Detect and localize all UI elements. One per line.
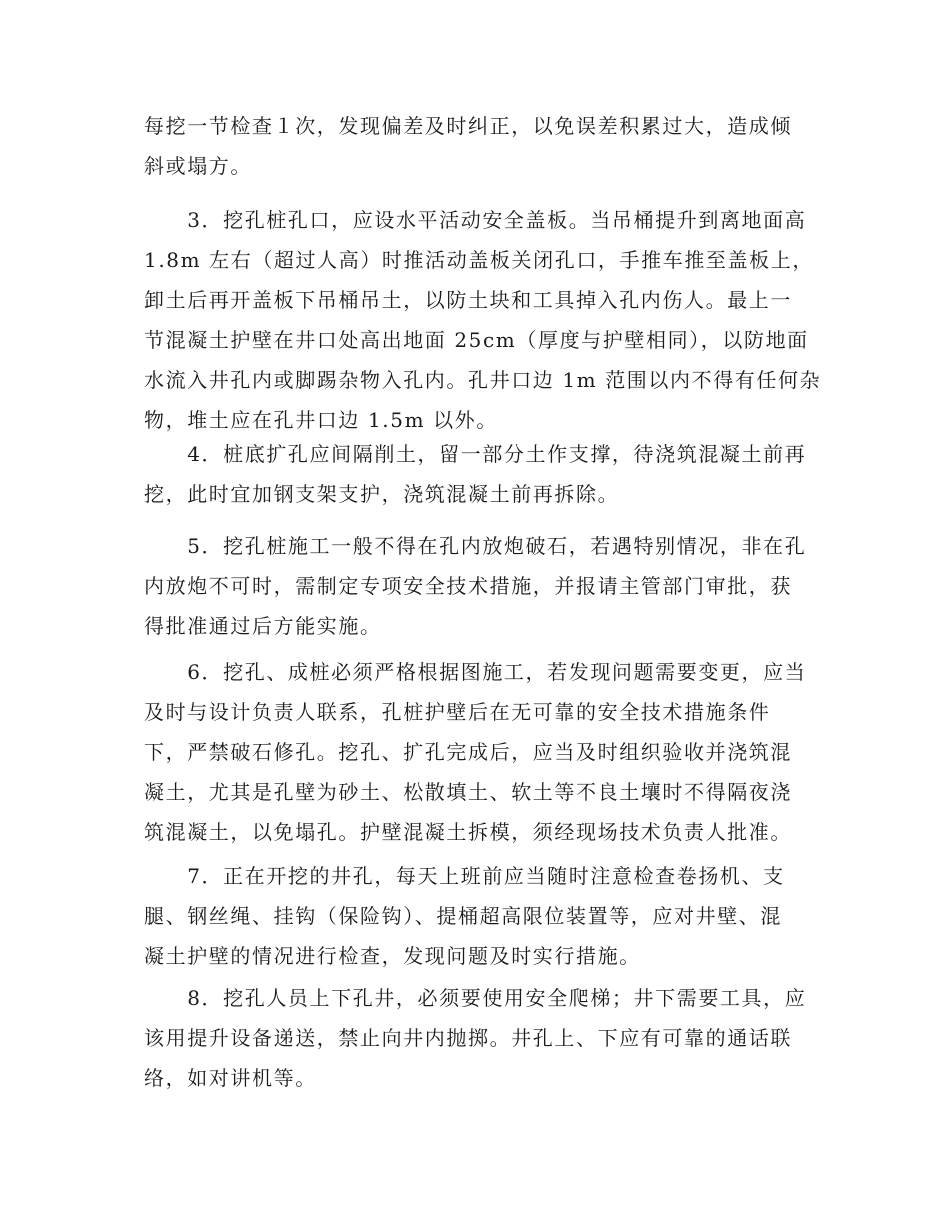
text-line: 4．桩底扩孔应间隔削土，留一部分土作支撑，待浇筑混凝土前再: [144, 442, 807, 466]
text-line: 节混凝土护壁在井口处高出地面 25cm（厚度与护壁相同），以防地面: [144, 328, 809, 352]
text-line: 1.8m 左右（超过人高）时推活动盖板关闭孔口，手推车推至盖板上，: [144, 248, 814, 272]
text-line: 水流入井孔内或脚踢杂物入孔内。孔井口边 1m 范围以内不得有任何杂: [144, 368, 822, 392]
text-line: 6．挖孔、成桩必须严格根据图施工，若发现问题需要变更，应当: [144, 660, 807, 684]
text-line: 及时与设计负责人联系，孔桩护壁后在无可靠的安全技术措施条件: [144, 700, 771, 724]
text-line: 腿、钢丝绳、挂钩（保险钩）、提桶超高限位装置等，应对井壁、混: [144, 904, 782, 928]
text-line: 卸土后再开盖板下吊桶吊土，以防土块和工具掉入孔内伤人。最上一: [144, 288, 792, 312]
text-line: 7．正在开挖的井孔，每天上班前应当随时注意检查卷扬机、支: [144, 864, 785, 888]
paragraph-item-4: [144, 434, 806, 514]
text-line: 下，严禁破石修孔。挖孔、扩孔完成后，应当及时组织验收并浇筑混: [144, 740, 792, 764]
paragraph-item-3: [144, 200, 821, 440]
text-line: 5．挖孔桩施工一般不得在孔内放炮破石，若遇特别情况，非在孔: [144, 534, 807, 558]
text-line: 物，堆土应在孔井口边 1.5m 以外。: [144, 408, 498, 432]
text-line: 斜或塌方。: [144, 154, 252, 178]
paragraph-item-7: [144, 856, 785, 976]
text-line: 络，如对讲机等。: [144, 1066, 317, 1090]
text-line: 该用提升设备递送，禁止向井内抛掷。井孔上、下应有可靠的通话联: [144, 1026, 792, 1050]
paragraph-item-8: [144, 978, 806, 1098]
paragraph-item-5: [144, 526, 806, 646]
paragraph-item-6: [144, 652, 806, 852]
text-line: 得批准通过后方能实施。: [144, 614, 382, 638]
text-line: 凝土护壁的情况进行检查，发现问题及时实行措施。: [144, 944, 641, 968]
text-line: 3．挖孔桩孔口，应设水平活动安全盖板。当吊桶提升到离地面高: [144, 208, 807, 232]
text-line: 凝土，尤其是孔壁为砂土、松散填土、软土等不良土壤时不得隔夜浇: [144, 780, 792, 804]
text-line: 内放炮不可时，需制定专项安全技术措施，并报请主管部门审批，获: [144, 574, 792, 598]
text-line: 每挖一节检查１次，发现偏差及时纠正，以免误差积累过大，造成倾: [144, 114, 792, 138]
text-line: 筑混凝土，以免塌孔。护壁混凝土拆模，须经现场技术负责人批准。: [144, 820, 792, 844]
text-line: 挖，此时宜加钢支架支护，浇筑混凝土前再拆除。: [144, 482, 620, 506]
paragraph-1-continuation: [144, 106, 792, 186]
text-line: 8．挖孔人员上下孔井，必须要使用安全爬梯；井下需要工具，应: [144, 986, 807, 1010]
